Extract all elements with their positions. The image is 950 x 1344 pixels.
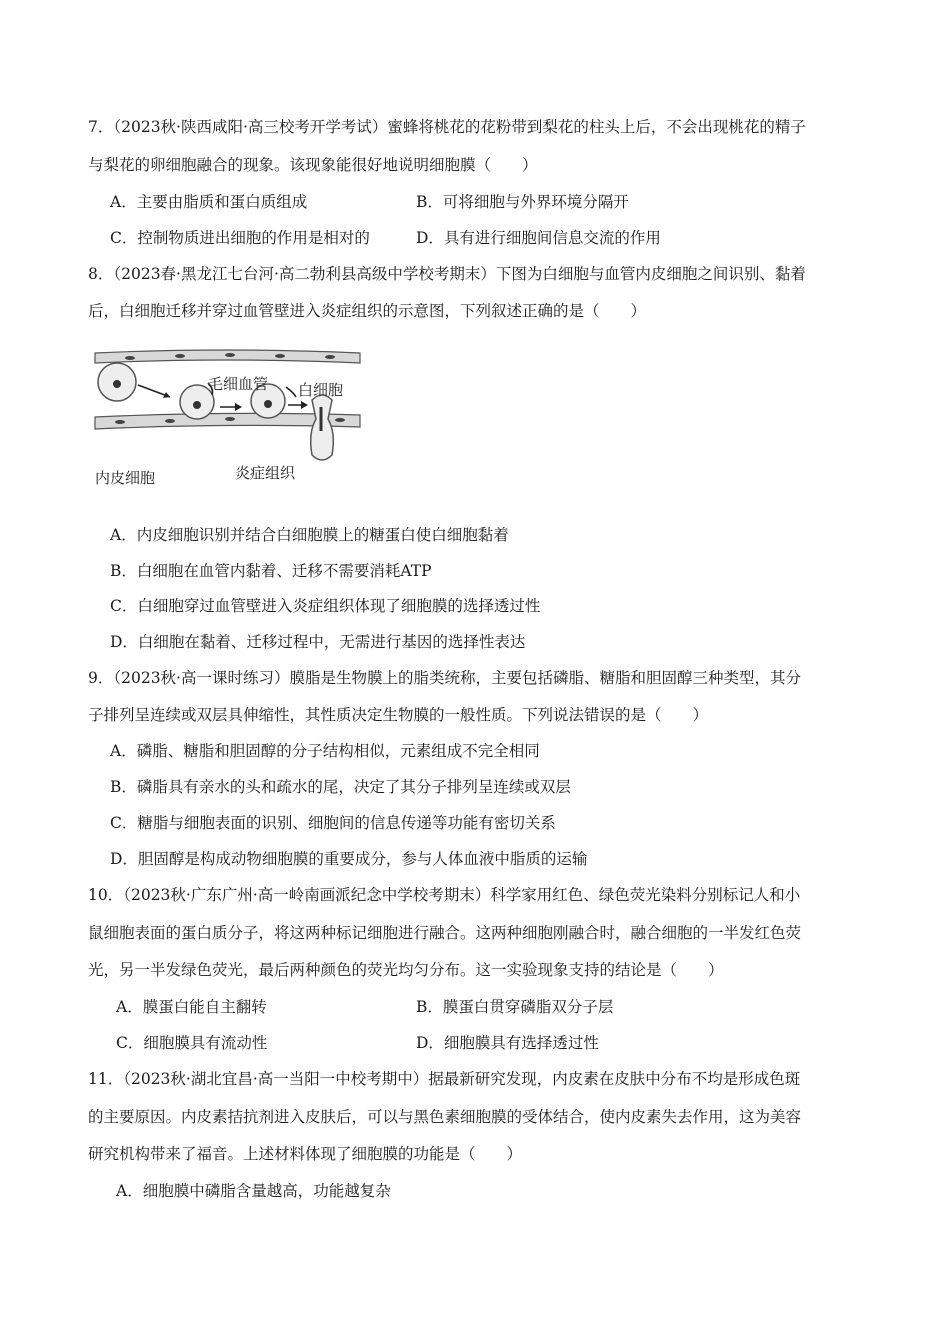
question-10-option-a: A．膜蛋白能自主翻转 xyxy=(116,998,267,1016)
question-8-line-1: 8．（2023春·黑龙江七台河·高二勃利县高级中学校考期末）下图为白细胞与血管内皮细胞之间识别、黏着 xyxy=(88,265,806,283)
arrow-head-icon xyxy=(301,401,308,409)
question-7-line-1: 7．（2023秋·陕西咸阳·高三校考开学考试）蜜蜂将桃花的花粉带到梨花的柱头上后，不会出现桃花的精子 xyxy=(88,118,806,136)
label-inflamed: 炎症组织 xyxy=(235,464,296,482)
question-9-option-d: D．胆固醇是构成动物细胞膜的重要成分，参与人体血液中脂质的运输 xyxy=(110,850,588,868)
question-9-option-a: A．磷脂、糖脂和胆固醇的分子结构相似，元素组成不完全相同 xyxy=(110,742,540,760)
nucleus xyxy=(225,353,235,357)
question-10-option-d: D．细胞膜具有选择透过性 xyxy=(416,1034,599,1052)
nucleus xyxy=(165,419,175,423)
question-10-line-1: 10．（2023秋·广东广州·高一岭南画派纪念中学校考期末）科学家用红色、绿色荧光染料分别标记人和小 xyxy=(88,886,801,904)
cell-nucleus xyxy=(264,400,272,408)
question-7-option-d: D．具有进行细胞间信息交流的作用 xyxy=(416,229,661,247)
nucleus xyxy=(175,354,185,358)
nucleus xyxy=(225,417,235,421)
question-11-line-2: 的主要原因。内皮素拮抗剂进入皮肤后，可以与黑色素细胞膜的受体结合，使内皮素失去作用，这为美容 xyxy=(88,1108,802,1126)
nucleus xyxy=(275,354,285,358)
figure-drawing xyxy=(90,345,365,495)
nucleus xyxy=(325,355,335,359)
question-7-option-c: C．控制物质进出细胞的作用是相对的 xyxy=(110,229,370,247)
question-10-option-b: B．膜蛋白贯穿磷脂双分子层 xyxy=(416,998,614,1016)
leukocyte-migration-figure xyxy=(90,345,365,495)
nucleus xyxy=(125,356,135,360)
cell-nucleus xyxy=(113,380,121,388)
question-7-option-a: A．主要由脂质和蛋白质组成 xyxy=(110,193,308,211)
question-9-option-c: C．糖脂与细胞表面的识别、细胞间的信息传递等功能有密切关系 xyxy=(110,814,556,832)
nucleus xyxy=(335,418,345,422)
question-11-line-1: 11．（2023秋·湖北宜昌·高一当阳一中校考期中）据最新研究发现，内皮素在皮肤中分布不均是形成色斑 xyxy=(88,1070,801,1088)
question-8-option-c: C．白细胞穿过血管壁进入炎症组织体现了细胞膜的选择透过性 xyxy=(110,597,541,615)
question-11-option-a: A．细胞膜中磷脂含量越高，功能越复杂 xyxy=(116,1182,391,1200)
nucleus xyxy=(115,420,125,424)
arrow-head-icon xyxy=(235,403,242,411)
question-10-line-2: 鼠细胞表面的蛋白质分子，将这两种标记细胞进行融合。这两种细胞刚融合时，融合细胞的一半发红色荧 xyxy=(88,924,802,942)
cell-nucleus xyxy=(193,401,201,409)
label-endothelial: 内皮细胞 xyxy=(95,469,156,487)
question-8-line-2: 后，白细胞迁移并穿过血管壁进入炎症组织的示意图，下列叙述正确的是（ ） xyxy=(88,302,647,320)
question-9-line-2: 子排列呈连续或双层具伸缩性，其性质决定生物膜的一般性质。下列说法错误的是（ ） xyxy=(88,706,709,724)
label-white-cell: 白细胞 xyxy=(298,381,344,399)
question-9-option-b: B．磷脂具有亲水的头和疏水的尾，决定了其分子排列呈连续或双层 xyxy=(110,778,571,796)
question-8-option-d: D．白细胞在黏着、迁移过程中，无需进行基因的选择性表达 xyxy=(110,633,526,651)
question-8-option-a: A．内皮细胞识别并结合白细胞膜上的糖蛋白使白细胞黏着 xyxy=(110,526,509,544)
arrow-icon xyxy=(286,387,296,397)
question-11-line-3: 研究机构带来了福音。上述材料体现了细胞膜的功能是（ ） xyxy=(88,1145,523,1163)
question-10-line-3: 光，另一半发绿色荧光，最后两种颜色的荧光均匀分布。这一实验现象支持的结论是（ ） xyxy=(88,961,724,979)
question-9-line-1: 9．（2023秋·高一课时练习）膜脂是生物膜上的脂类统称，主要包括磷脂、糖脂和胆固醇三种类型，其分 xyxy=(88,669,801,687)
question-10-option-c: C．细胞膜具有流动性 xyxy=(116,1034,268,1052)
question-7-option-b: B．可将细胞与外界环境分隔开 xyxy=(416,193,629,211)
question-8-option-b: B．白细胞在血管内黏着、迁移不需要消耗ATP xyxy=(110,562,432,580)
question-7-line-2: 与梨花的卵细胞融合的现象。该现象能很好地说明细胞膜（ ） xyxy=(88,156,538,174)
label-capillary: 毛细血管 xyxy=(208,375,269,393)
